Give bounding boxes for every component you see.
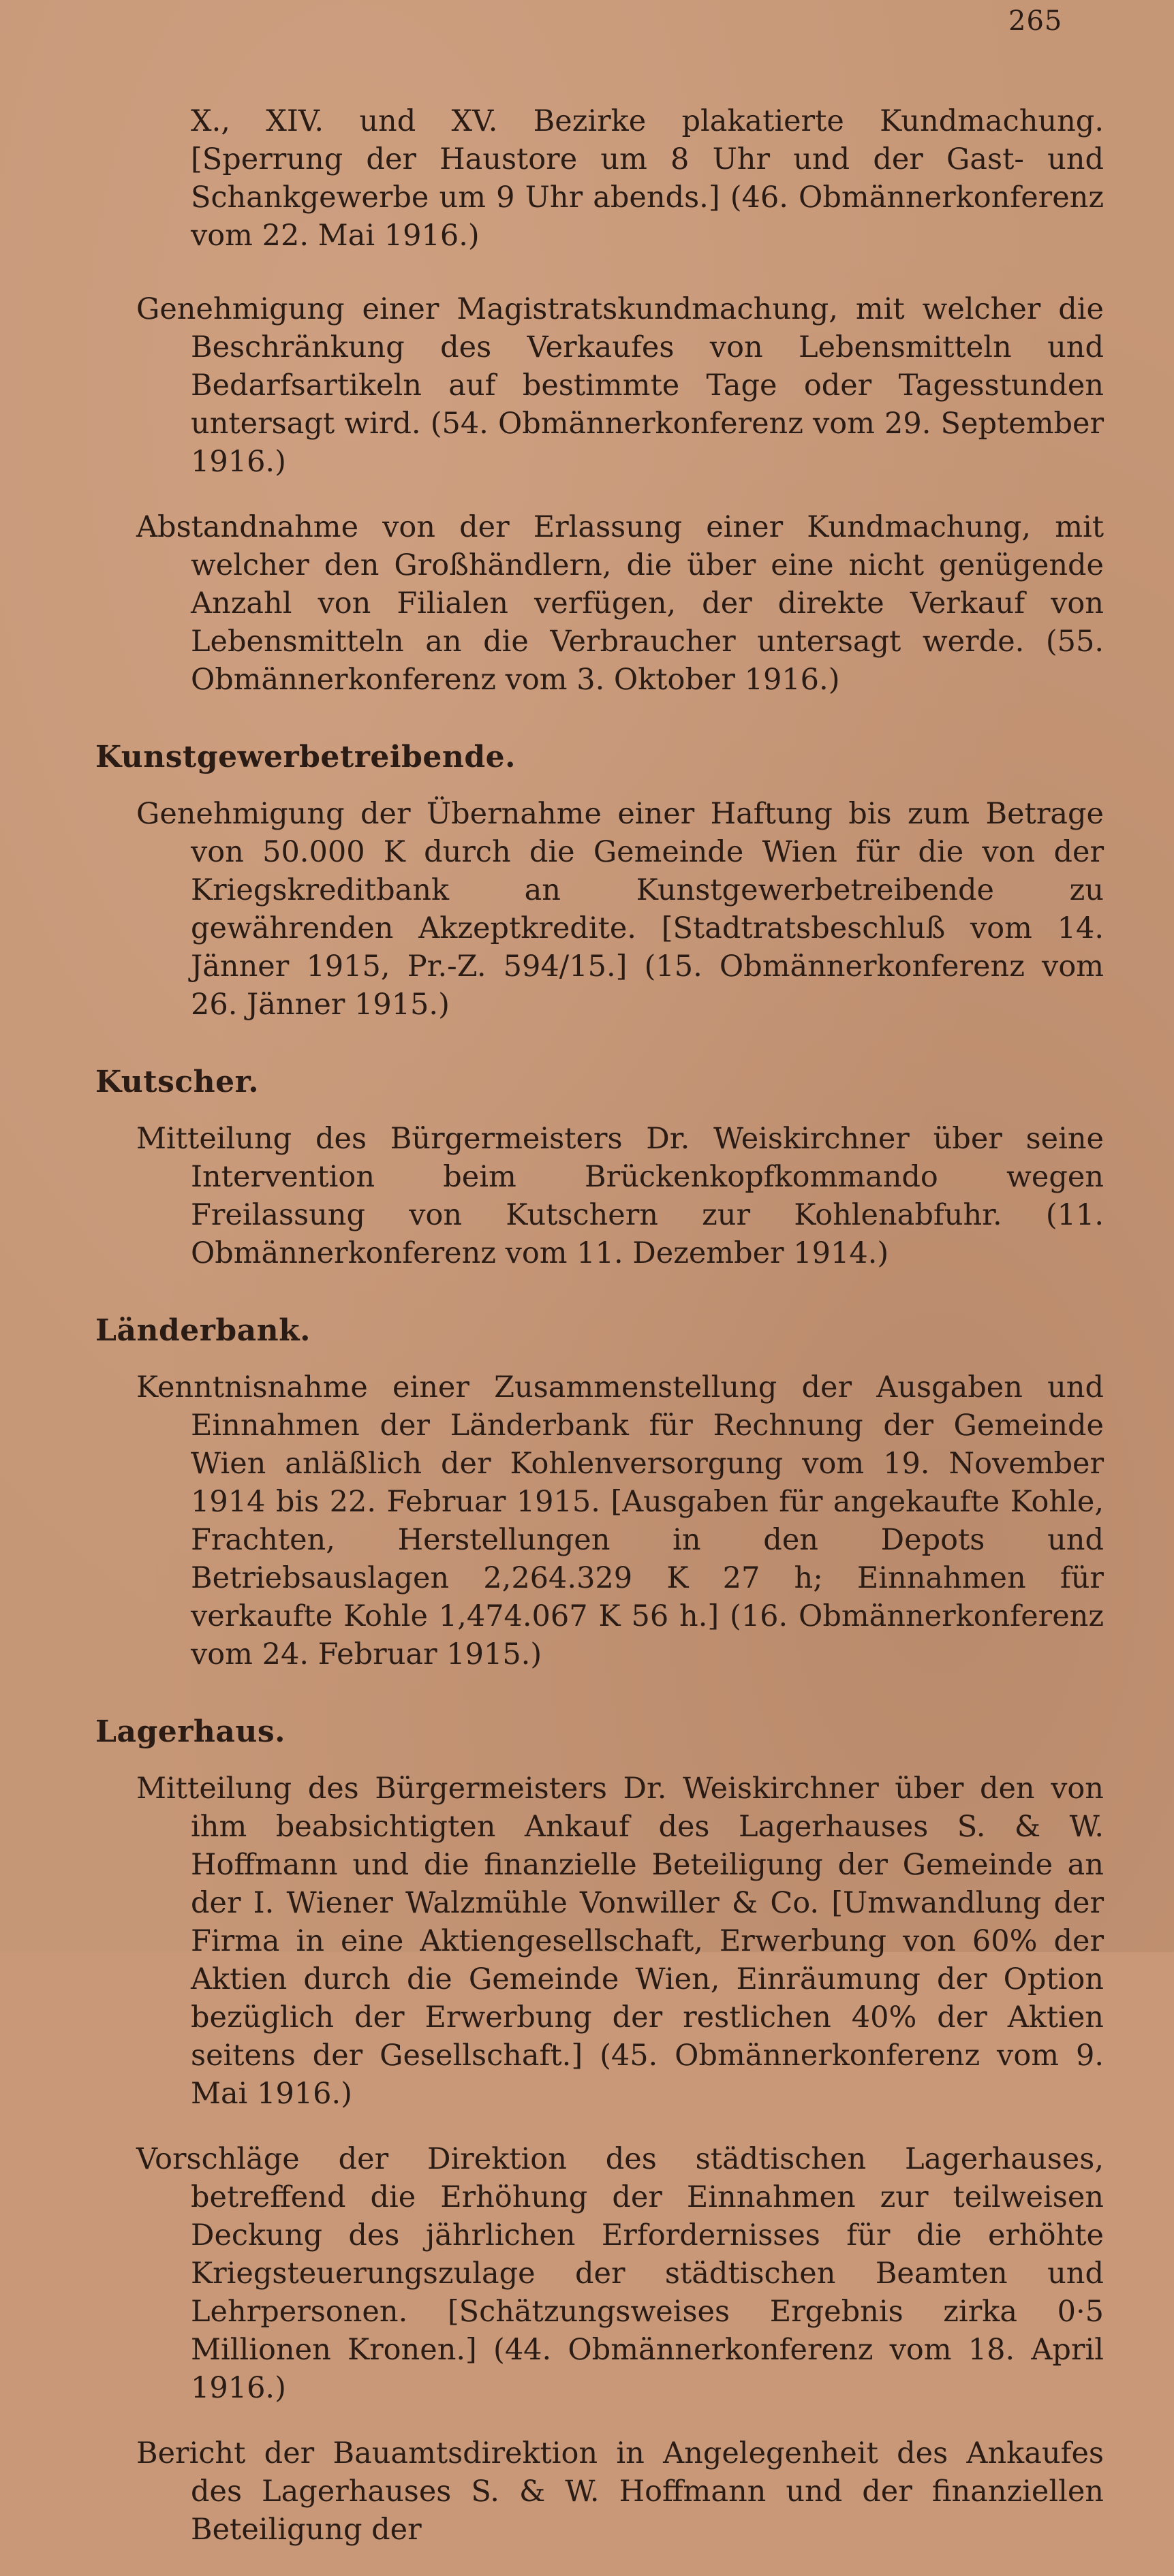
index-entry: Abstandnahme von der Erlassung einer Kundmachung, mit welcher den Großhändlern, die über eine nicht genügende Anzahl von Filialen verfügen, der direkte Verkauf von Lebensmitteln an die Verbraucher untersagt werde. (55. Obmännerkonferenz vom 3. Oktober 1916.) (136, 510, 1104, 697)
index-entry: Vorschläge der Direktion des städtischen Lagerhauses, betreffend die Erhöhung der Einnahmen zur teilweisen Deckung des jährlichen Erfordernisses für die erhöhte Kriegsteuerungszulage der städtischen Beamten und Lehrpersonen. [Schätzungsweises Ergebnis zirka 0·5 Millionen Kronen.] (44. Obmännerkonferenz vom 18. April 1916.) (136, 2142, 1104, 2405)
section-heading-kunstgewerbetreibende: Kunstgewerbetreibende. (95, 740, 516, 774)
page-number: 265 (1008, 5, 1063, 37)
section-heading-kutscher: Kutscher. (95, 1065, 260, 1099)
index-entry: Kenntnisnahme einer Zusammenstellung der Ausgaben und Einnahmen der Länderbank für Rechnung der Gemeinde Wien anläßlich der Kohlenversorgung vom 19. November 1914 bis 22. Februar 1915. [Ausgaben für angekaufte Kohle, Frachten, Herstellungen in den Depots und Betriebsauslagen 2,264.329 K 27 h; Einnahmen für verkaufte Kohle 1,474.067 K 56 h.] (16. Obmännerkonferenz vom 24. Februar 1915.) (136, 1370, 1104, 1671)
index-entry: Mitteilung des Bürgermeisters Dr. Weiskirchner über seine Intervention beim Brückenkopfkommando wegen Freilassung von Kutschern zur Kohlenabfuhr. (11. Obmännerkonferenz vom 11. Dezember 1914.) (136, 1122, 1104, 1270)
index-entry: Mitteilung des Bürgermeisters Dr. Weiskirchner über den von ihm beabsichtigten Ankauf des Lagerhauses S. & W. Hoffmann und die finanzielle Beteiligung der Gemeinde an der I. Wiener Walzmühle Vonwiller & Co. [Umwandlung der Firma in eine Aktiengesellschaft, Erwerbung von 60% der Aktien durch die Gemeinde Wien, Einräumung der Option bezüglich der Erwerbung der restlichen 40% der Aktien seitens der Gesellschaft.] (45. Obmännerkonferenz vom 9. Mai 1916.) (136, 1772, 1104, 2111)
index-entry: Genehmigung der Übernahme einer Haftung bis zum Betrage von 50.000 K durch die Gemeinde Wien für die von der Kriegskreditbank an Kunstgewerbetreibende zu gewährenden Akzeptkredite. [Stadtratsbeschluß vom 14. Jänner 1915, Pr.-Z. 594/15.] (15. Obmännerkonferenz vom 26. Jänner 1915.) (136, 797, 1104, 1022)
section-heading-lagerhaus: Lagerhaus. (95, 1714, 285, 1749)
index-entry-continuation: X., XIV. und XV. Bezirke plakatierte Kundmachung. [Sperrung der Haustore um 8 Uhr und der Gast- und Schankgewerbe um 9 Uhr abends.] (46. Obmännerkonferenz vom 22. Mai 1916.) (191, 104, 1104, 253)
index-content (95, 102, 1104, 2576)
section-heading-laenderbank: Länderbank. (95, 1313, 311, 1348)
index-entry: Genehmigung einer Magistratskundmachung, mit welcher die Beschränkung des Verkaufes von Lebensmitteln und Bedarfsartikeln auf bestimmte Tage oder Tagesstunden untersagt wird. (54. Obmännerkonferenz vom 29. September 1916.) (136, 292, 1104, 479)
index-entry: Bericht der Bauamtsdirektion in Angelegenheit des Ankaufes des Lagerhauses S. & W. Hoffmann und der finanziellen Beteiligung der (136, 2436, 1104, 2547)
